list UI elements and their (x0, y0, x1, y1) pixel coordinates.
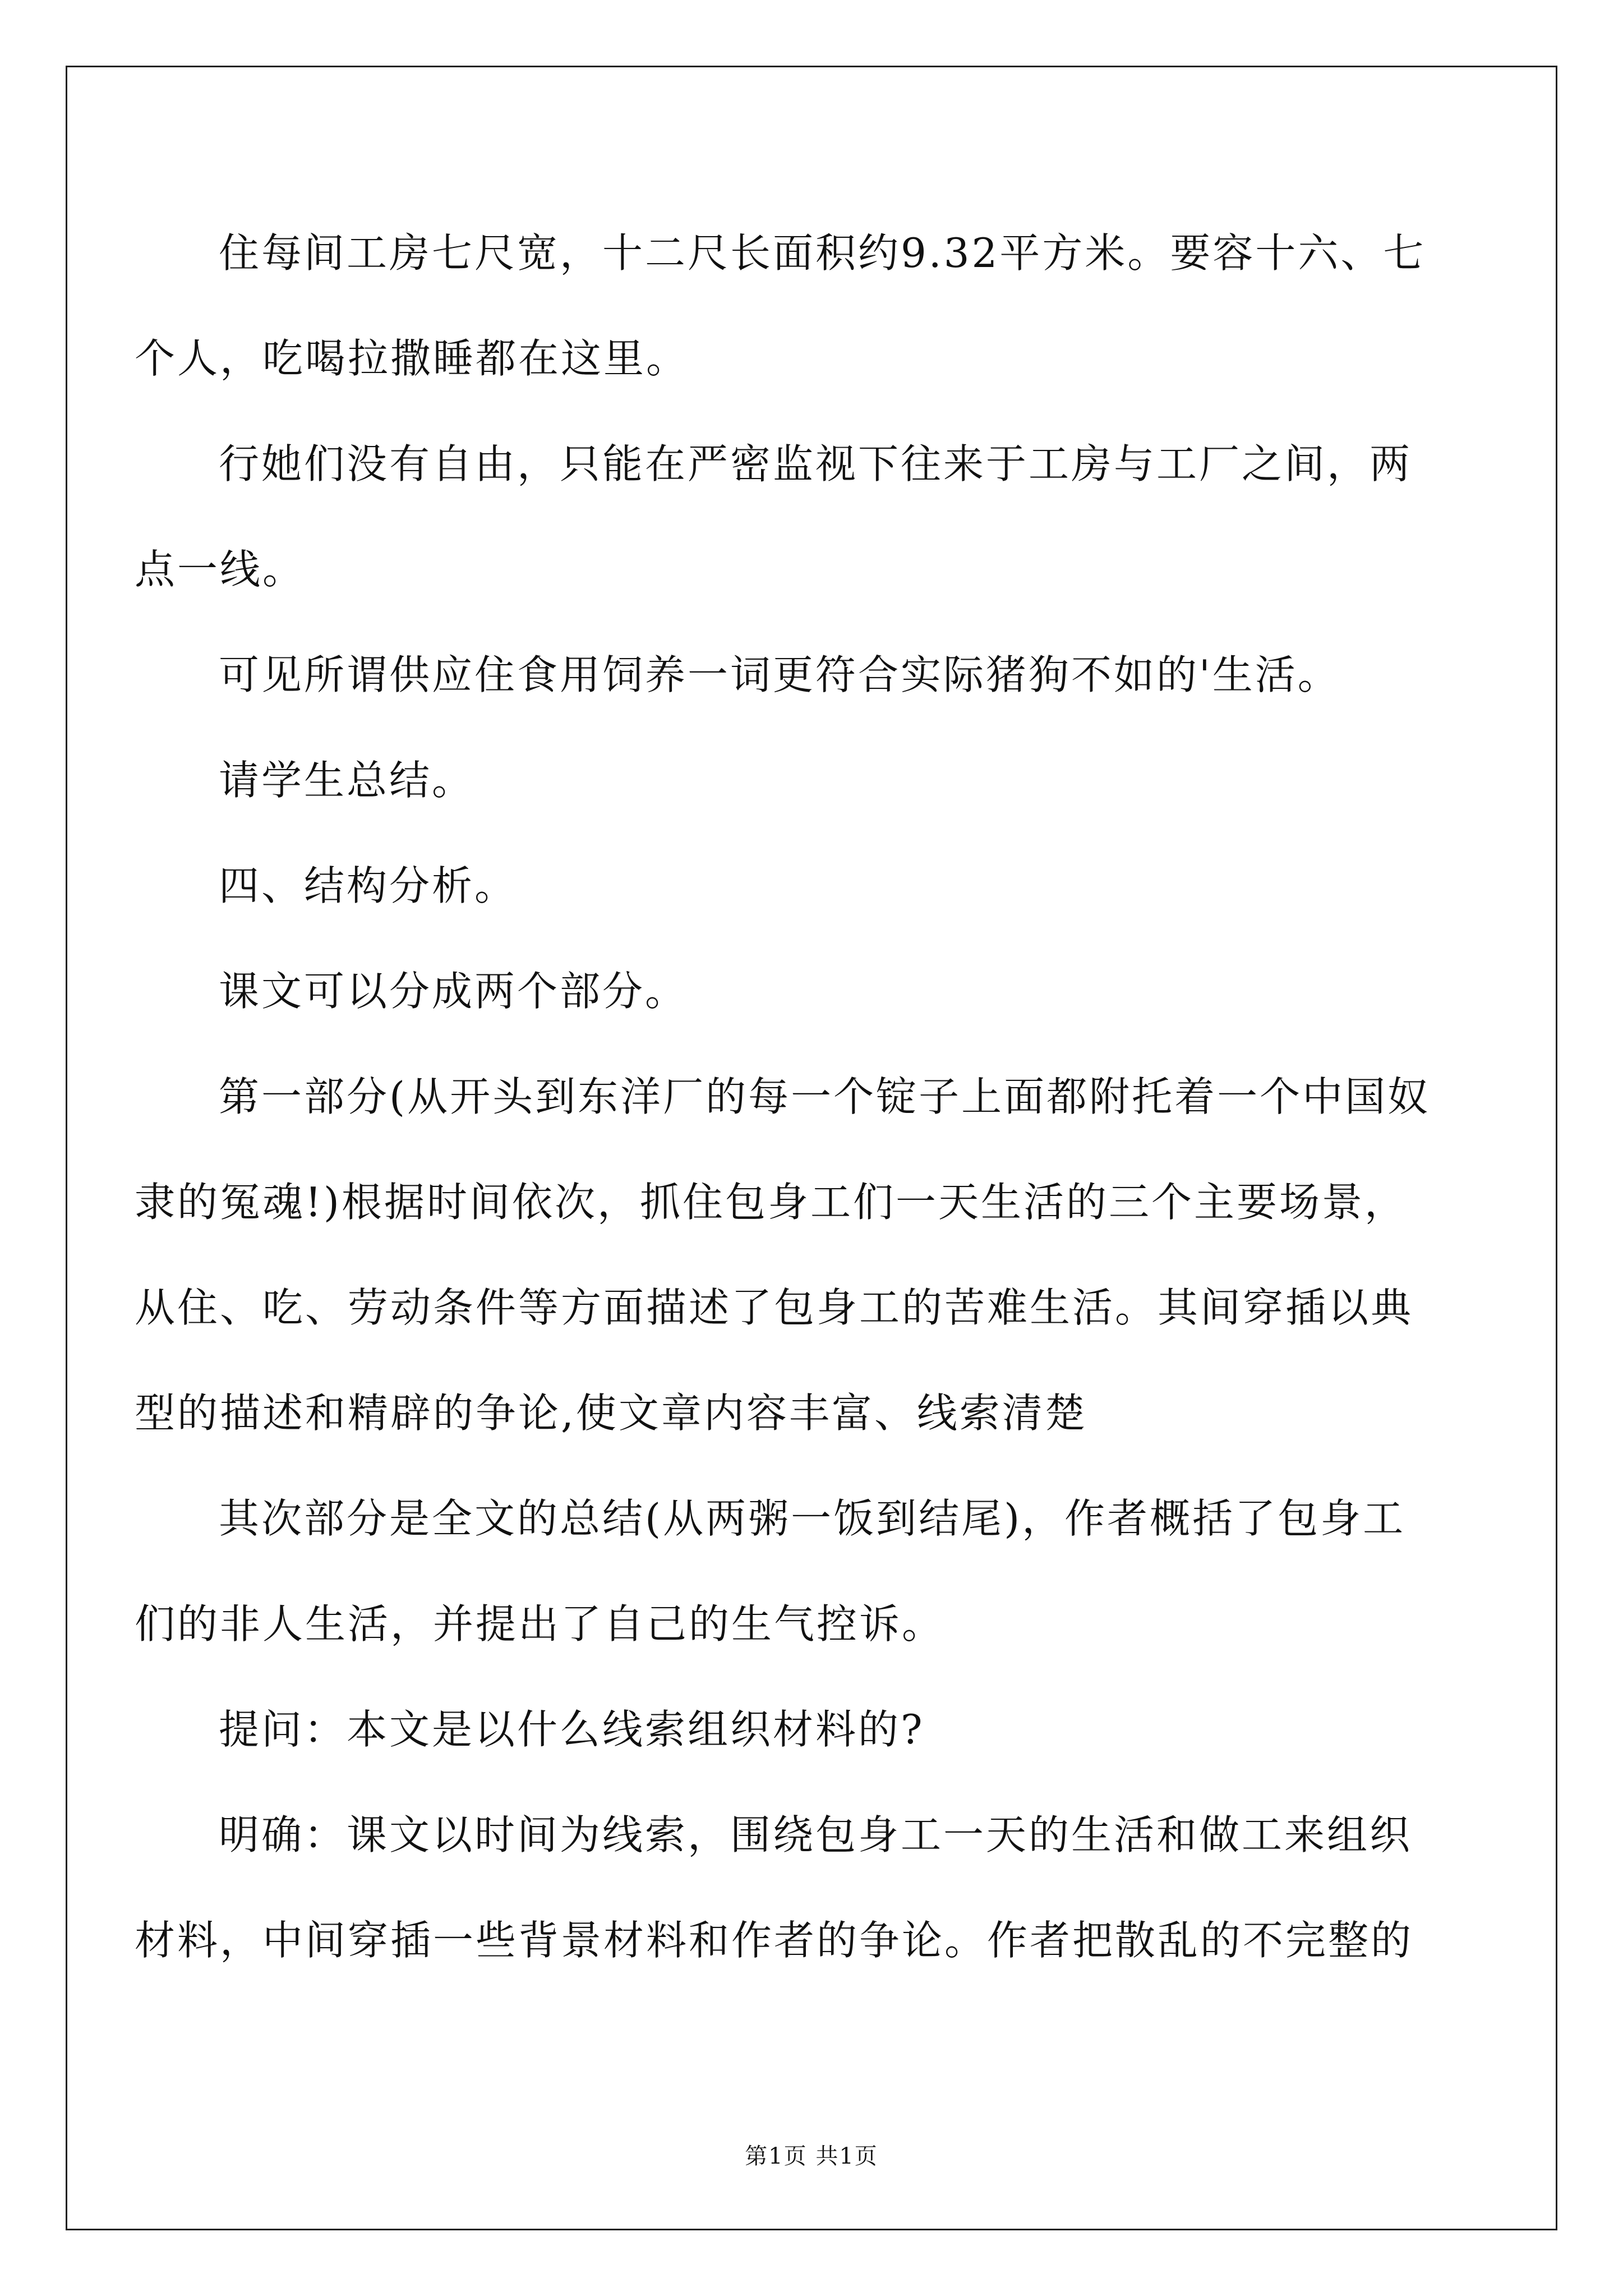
paragraph-4: 请学生总结。 (219, 757, 475, 804)
paragraph-2: 行她们没有自由，只能在严密监视下往来于工房与工厂之间，两点一线。 (135, 440, 1413, 593)
paragraph-9: 提问：本文是以什么线索组织材料的? (219, 1706, 925, 1753)
paragraph-8: 其次部分是全文的总结(从两粥一饭到结尾)，作者概括了包身工们的非人生活，并提出了自己的生气控诉。 (135, 1495, 1406, 1648)
paragraph-10: 明确：课文以时间为线索，围绕包身工一天的生活和做工来组织材料，中间穿插一些背景材料和作者的争论。作者把散乱的不完整的 (135, 1811, 1414, 1964)
paragraph-6: 课文可以分成两个部分。 (219, 968, 688, 1015)
paragraph-3: 可见所谓供应住食用饲养一词更符合实际猪狗不如的'生活。 (219, 651, 1340, 698)
paragraph-1: 住每间工房七尺宽，十二尺长面积约9.32平方米。要容十六、七个人，吃喝拉撒睡都在这里。 (135, 229, 1426, 382)
paragraph-7: 第一部分(从开头到东洋厂的每一个锭子上面都附托着一个中国奴隶的冤魂!)根据时间依次，抓住包身工们一天生活的三个主要场景，从住、吃、劳动条件等方面描述了包身工的苦难生活。其间穿插以典型的描述和精辟的争论,使文章内容丰富、线索清楚 (135, 1073, 1431, 1437)
page-footer: 第1页 共1页 (745, 2143, 878, 2169)
paragraph-5: 四、结构分析。 (219, 862, 518, 909)
